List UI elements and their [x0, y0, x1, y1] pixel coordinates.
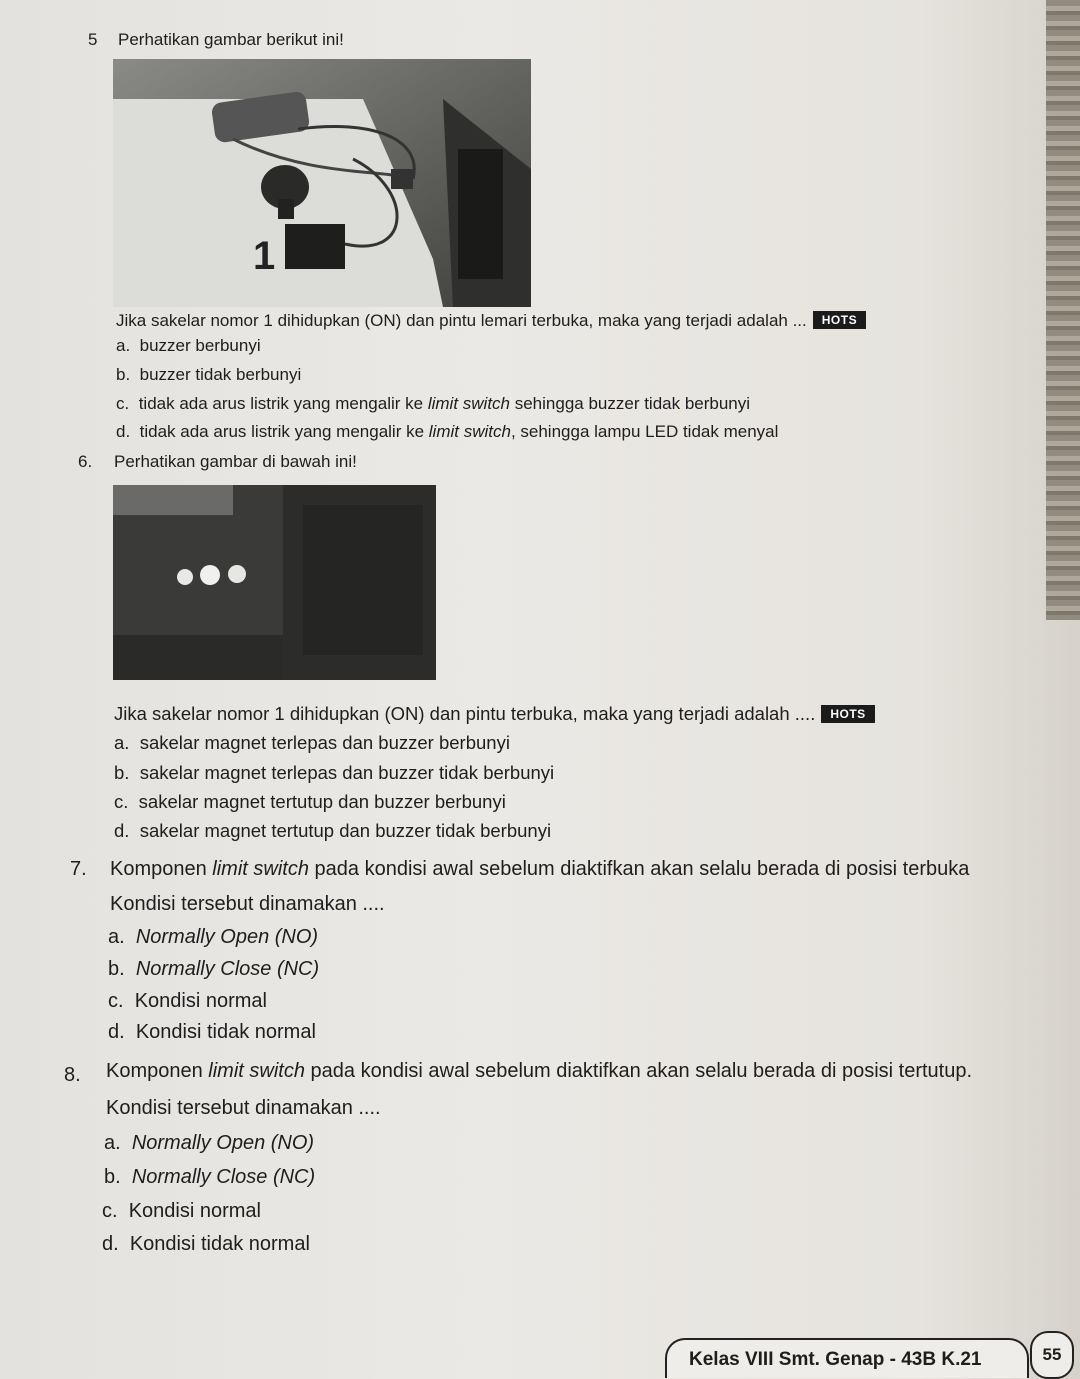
footer-book-label: [665, 1338, 1029, 1378]
option-text: sakelar magnet terlepas dan buzzer tidak berbunyi: [139, 762, 555, 783]
option-letter: a.: [108, 926, 125, 948]
option-letter: d.: [108, 1021, 125, 1043]
q6-option-d: [114, 820, 551, 842]
q8-option-d: [102, 1233, 310, 1256]
option-letter: b.: [114, 762, 130, 783]
q6-option-c: [114, 791, 506, 813]
q8-option-c: [102, 1200, 261, 1223]
q8-stem: [106, 1060, 972, 1083]
option-text: Normally Open (NO): [131, 1132, 315, 1154]
q6-stem: [114, 703, 875, 725]
option-text: Normally Close (NC): [135, 958, 320, 980]
q7-stem: [110, 858, 969, 881]
option-letter: a.: [104, 1132, 121, 1154]
q6-option-b: [114, 762, 554, 784]
option-letter: c.: [114, 791, 129, 812]
q6-stem-text: Jika sakelar nomor 1 dihidupkan (ON) dan pintu terbuka, maka yang terjadi adalah ....: [114, 703, 816, 724]
q7-option-d: [108, 1021, 316, 1044]
option-text: sakelar magnet terlepas dan buzzer berbunyi: [139, 732, 510, 753]
page-number: 55: [1030, 1331, 1074, 1379]
option-letter: c.: [116, 394, 130, 413]
q5-stem-text: Jika sakelar nomor 1 dihidupkan (ON) dan pintu lemari terbuka, maka yang terjadi adalah ...: [116, 311, 807, 330]
option-letter: b.: [108, 958, 125, 980]
q8-stem-line2: Kondisi tersebut dinamakan ....: [106, 1097, 381, 1119]
option-letter: b.: [104, 1166, 121, 1188]
q5-photo-drawing: [113, 59, 531, 307]
option-text: , sehingga lampu LED tidak menyal: [510, 422, 779, 441]
option-letter: d.: [114, 820, 130, 841]
option-text: Kondisi tidak normal: [129, 1233, 310, 1255]
q5-option-b: [116, 365, 301, 385]
book-spine-edge: [1046, 0, 1080, 620]
option-text: tidak ada arus listrik yang mengalir ke: [139, 422, 429, 441]
option-letter: d.: [102, 1233, 119, 1255]
option-letter: c.: [108, 990, 124, 1012]
q5-photo: [113, 59, 531, 307]
q7-option-a: [108, 926, 318, 949]
option-text: Normally Close (NC): [131, 1166, 316, 1188]
q5-option-c: [116, 394, 750, 414]
option-text-italic: limit switch: [428, 422, 511, 441]
q6-option-a: [114, 732, 510, 754]
option-letter: d.: [116, 422, 131, 441]
option-text: sehingga buzzer tidak berbunyi: [510, 394, 751, 413]
q8-option-a: [104, 1132, 314, 1155]
option-letter: a.: [116, 336, 131, 355]
option-text: Kondisi normal: [134, 990, 267, 1012]
q6-photo: [113, 485, 436, 680]
q7-stem-text: Komponen: [110, 858, 213, 880]
q6-hots-badge: HOTS: [821, 705, 874, 723]
q5-photo-label: 1: [253, 234, 276, 278]
footer-book-text: Kelas VIII Smt. Genap - 43B K.21: [689, 1349, 982, 1370]
q7-number: 7.: [70, 858, 87, 880]
q8-stem-text: Komponen: [106, 1060, 209, 1082]
q5-intro: Perhatikan gambar berikut ini!: [118, 30, 344, 49]
option-text: Kondisi tidak normal: [135, 1021, 316, 1043]
option-letter: c.: [102, 1200, 118, 1222]
q5-number: 5: [88, 30, 98, 49]
q6-number: 6.: [78, 452, 93, 471]
q7-option-b: [108, 958, 319, 981]
q7-stem-line2: Kondisi tersebut dinamakan ....: [110, 893, 385, 915]
q6-intro: Perhatikan gambar di bawah ini!: [114, 452, 357, 471]
option-letter: a.: [114, 732, 130, 753]
q7-option-c: [108, 990, 267, 1013]
option-letter: b.: [116, 365, 131, 384]
q5-option-a: [116, 336, 261, 356]
option-text: buzzer tidak berbunyi: [139, 365, 302, 384]
q5-stem: [116, 311, 866, 331]
option-text: Normally Open (NO): [135, 926, 319, 948]
q7-stem-text: pada kondisi awal sebelum diaktifkan akan selalu berada di posisi terbuka: [308, 858, 970, 880]
option-text: Kondisi normal: [128, 1200, 261, 1222]
q8-option-b: [104, 1166, 315, 1189]
option-text: tidak ada arus listrik yang mengalir ke: [138, 394, 428, 413]
q7-stem-italic: limit switch: [212, 858, 309, 880]
option-text-italic: limit switch: [427, 394, 510, 413]
q8-stem-italic: limit switch: [208, 1060, 305, 1082]
q8-number: 8.: [64, 1064, 81, 1086]
q8-stem-text: pada kondisi awal sebelum diaktifkan akan selalu berada di posisi tertutup.: [304, 1060, 973, 1082]
option-text: sakelar magnet tertutup dan buzzer tidak berbunyi: [139, 820, 552, 841]
q5-option-d: [116, 422, 778, 442]
option-text: buzzer berbunyi: [139, 336, 261, 355]
option-text: sakelar magnet tertutup dan buzzer berbunyi: [138, 791, 506, 812]
q6-photo-drawing: [113, 485, 436, 680]
q5-hots-badge: HOTS: [813, 311, 866, 329]
